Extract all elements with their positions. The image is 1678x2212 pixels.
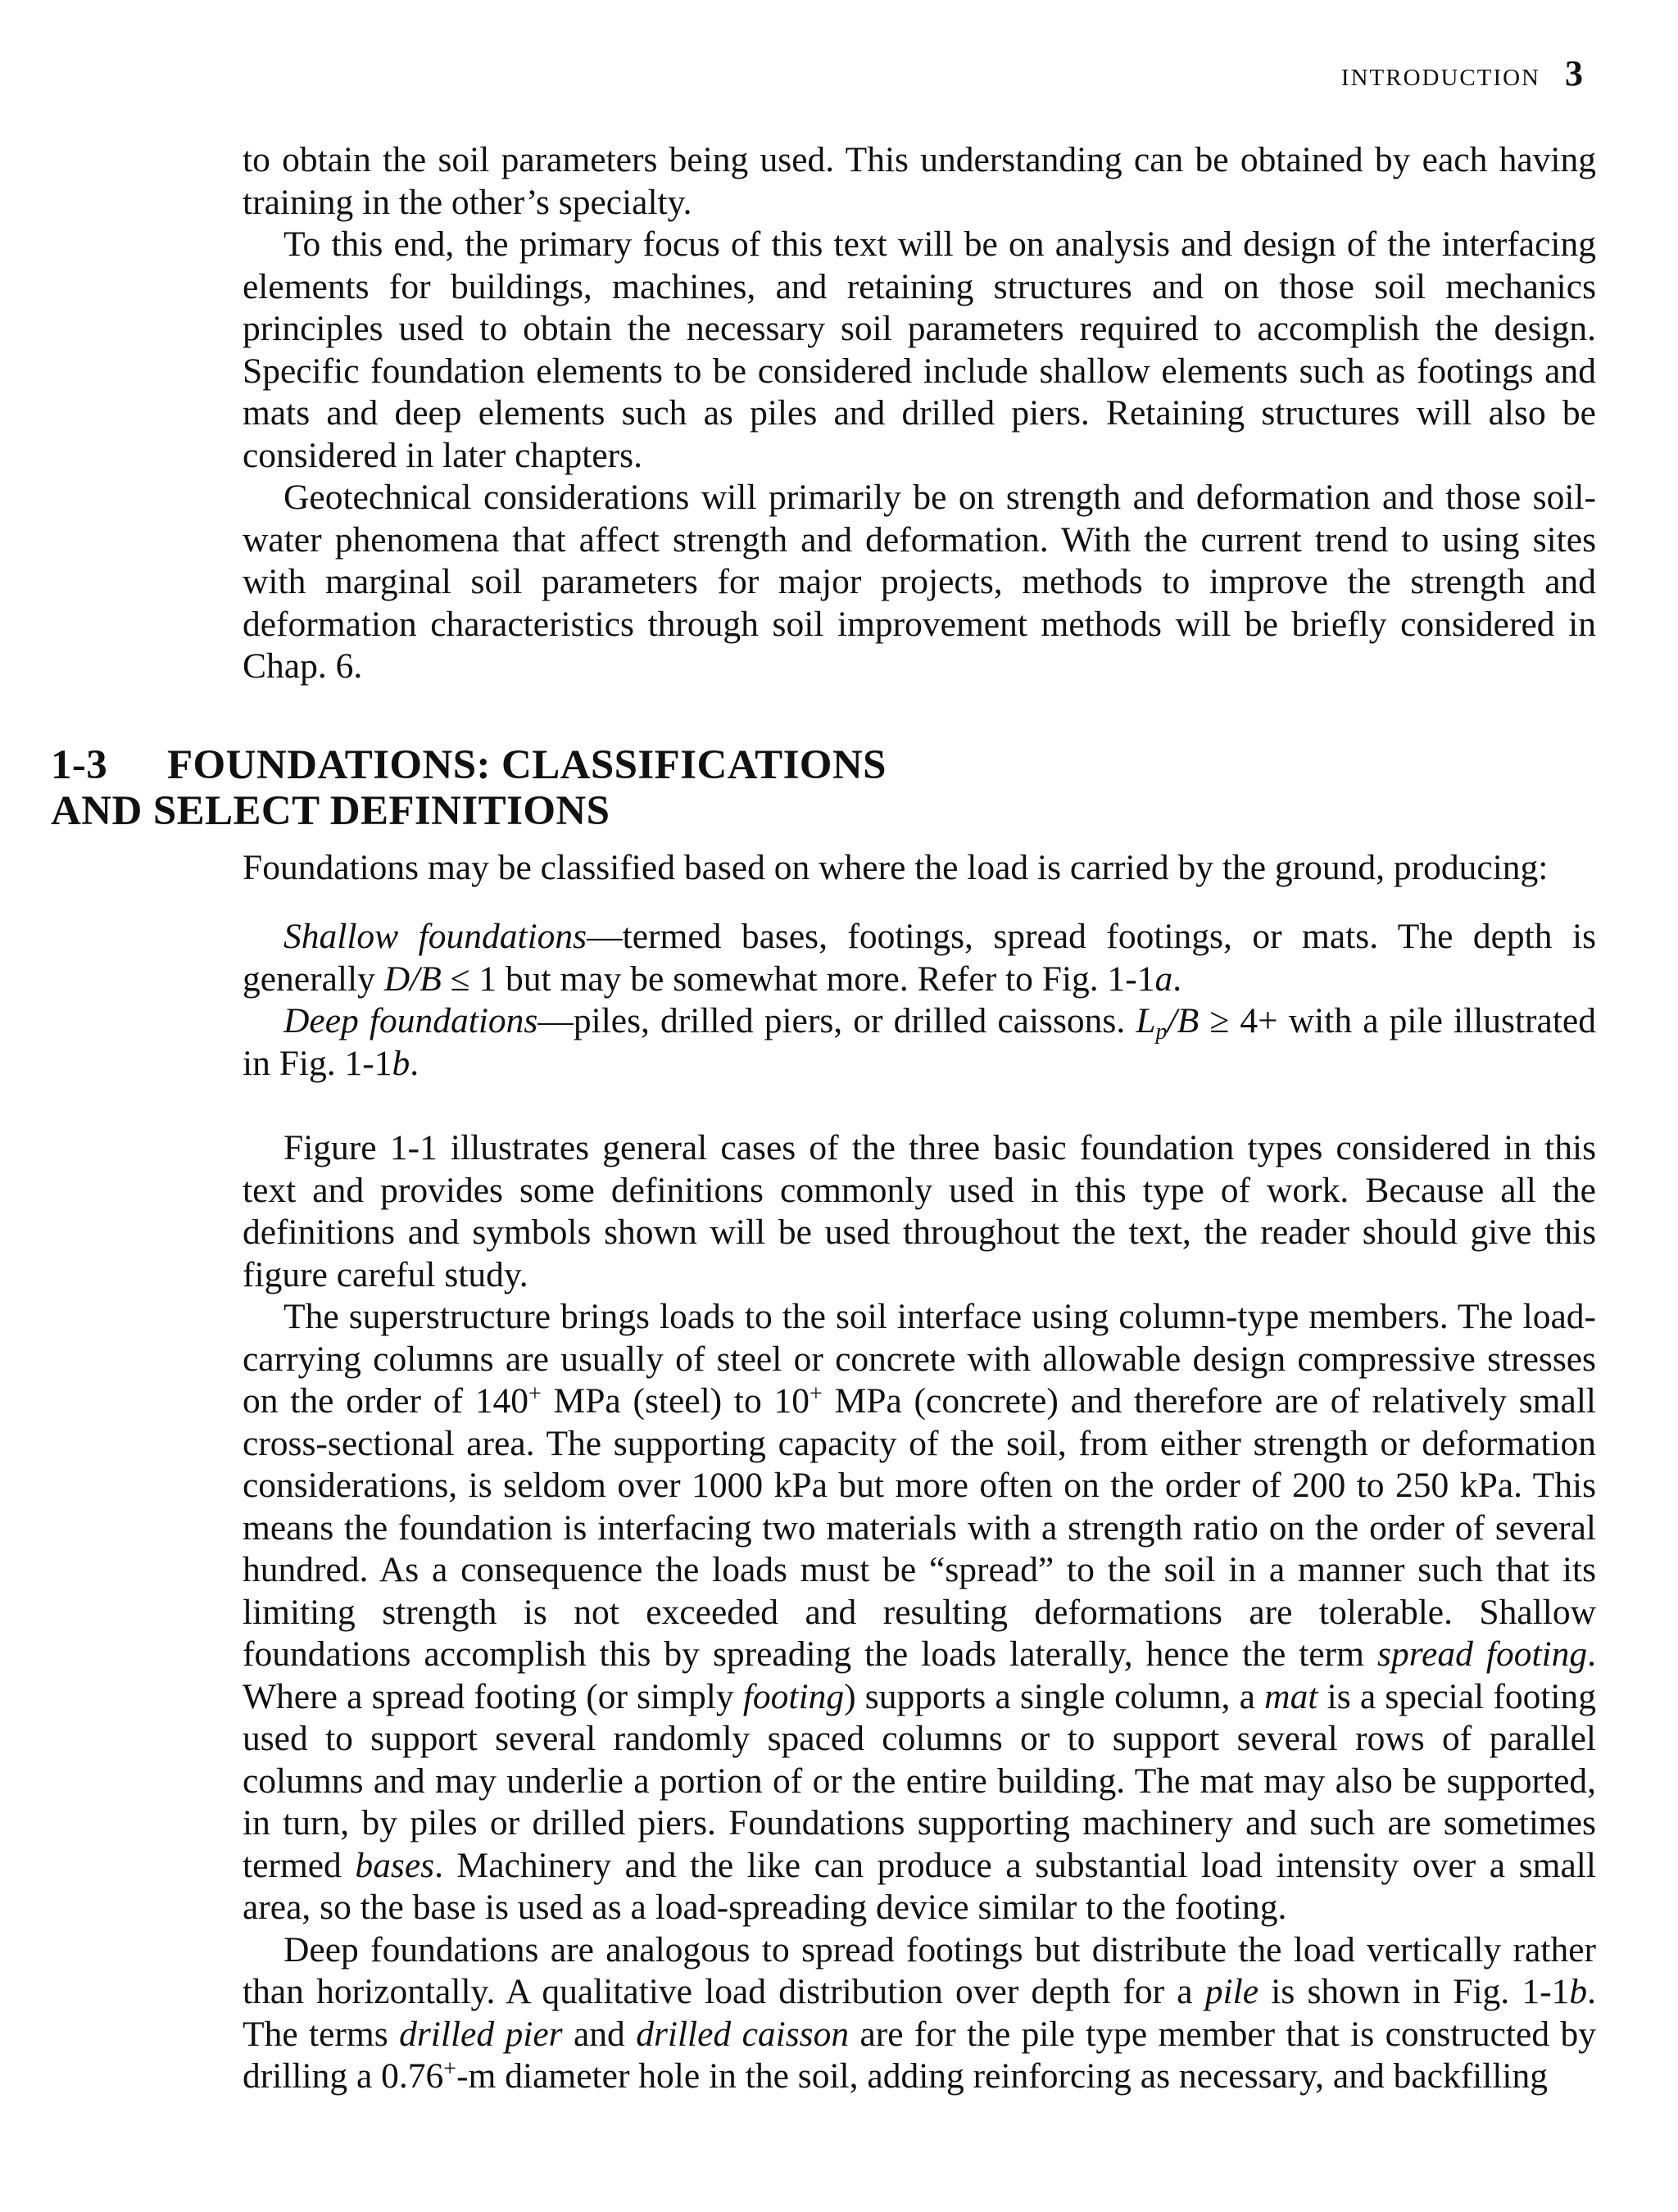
definition-shallow-foundations: Shallow foundations—termed bases, footings, spread footings, or mats. The depth is generally D/B ≤ 1 but may be somewhat more. Refer to Fig. 1-1a. [243, 917, 1596, 999]
section-heading [51, 742, 887, 834]
term-deep-foundations: Deep foundations [283, 1001, 538, 1040]
section-title-line-1: FOUNDATIONS: CLASSIFICATIONS [167, 742, 887, 788]
paragraph-deep-foundations: Deep foundations are analogous to spread footings but distribute the load vertically rather than horizontally. A qualitative load distribution over depth for a pile is shown in Fig. 1-1b. The terms drilled pier and drilled caisson are for the pile type member that is constructed by drilling a 0.76+-m diameter hole in the soil, adding reinforcing as necessary, and backfilling [243, 1929, 1596, 2096]
section-number: 1-3 [51, 742, 108, 788]
paragraph-geotechnical: Geotechnical considerations will primarily be on strength and deformation and those soil-water phenomena that affect strength and deformation. With the current trend to using sites with marginal soil parameters for major projects, methods to improve the strength and deformation characteristics through soil improvement methods will be briefly considered in Chap. 6. [243, 478, 1596, 686]
paragraph-figure-1-1: Figure 1-1 illustrates general cases of the three basic foundation types considered in this text and provides some definitions commonly used in this type of work. Because all the definitions and symbols shown will be used throughout the text, the reader should give this figure careful study. [243, 1128, 1596, 1294]
paragraph-superstructure: The superstructure brings loads to the soil interface using column-type members. The load-carrying columns are usually of steel or concrete with allowable design compressive stresses on the order of 140+ MPa (steel) to 10+ MPa (concrete) and therefore are of relatively small cross-sectional area. The supporting capacity of the soil, from either strength or deformation considerations, is seldom over 1000 kPa but more often on the order of 200 to 250 kPa. This means the foundation is interfacing two materials with a strength ratio on the order of several hundred. As a consequence the loads must be “spread” to the soil in a manner such that its limiting strength is not exceeded and resulting deformations are tolerable. Shallow foundations accomplish this by spreading the loads laterally, hence the term spread footing. Where a spread footing (or simply footing) supports a single column, a mat is a special footing used to support several randomly spaced columns or to support several rows of parallel columns and may underlie a portion of or the entire building. The mat may also be supported, in turn, by piles or drilled piers. Foundations supporting machinery and such are sometimes termed bases. Machinery and the like can produce a substantial load intensity over a small area, so the base is used as a load-spreading device similar to the footing. [243, 1297, 1597, 1927]
page-number: 3 [1565, 53, 1583, 93]
running-header-title: INTRODUCTION [1340, 65, 1540, 91]
running-header [1341, 52, 1583, 94]
classification-intro [243, 847, 1596, 890]
paragraph-classification-intro: Foundations may be classified based on where the load is carried by the ground, producing: [243, 848, 1549, 887]
definition-deep-foundations: Deep foundations—piles, drilled piers, or drilled caissons. $L_p/B \ge 4+$ with a pile illustrated in Fig. 1-1b. [243, 1001, 1596, 1083]
foundation-definitions [243, 916, 1596, 1085]
paragraph-focus: To this end, the primary focus of this text will be on analysis and design of the interfacing elements for buildings, machines, and retaining structures and on those soil mechanics principles used to obtain the necessary soil parameters required to accomplish the design. Specific foundation elements to be considered include shallow elements such as footings and mats and deep elements such as piles and drilled piers. Retaining structures will also be considered in later chapters. [243, 224, 1596, 475]
opening-text-block [243, 139, 1596, 688]
term-shallow-foundations: Shallow foundations [283, 917, 587, 956]
section-title-line-2: AND SELECT DEFINITIONS [51, 788, 610, 834]
paragraph-continued: to obtain the soil parameters being used. This understanding can be obtained by each having training in the other’s specialty. [243, 140, 1596, 222]
main-text-block [243, 1127, 1596, 2098]
